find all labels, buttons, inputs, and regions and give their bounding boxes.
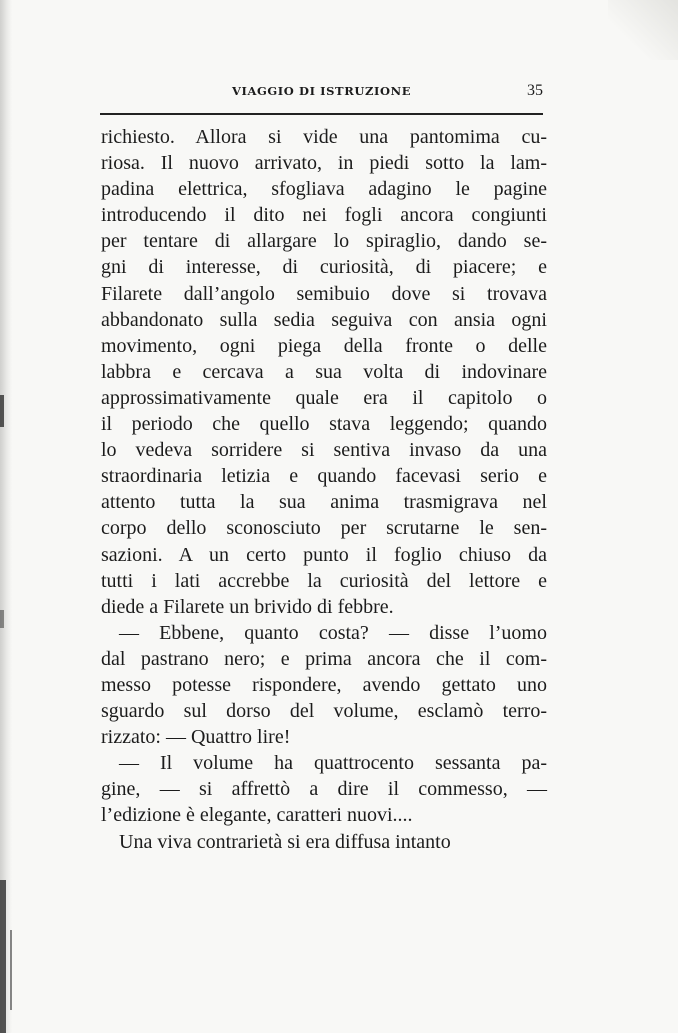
text-line: straordinaria letizia e quando facevasi serio e [101, 465, 547, 488]
text-line: dal pastrano nero; e prima ancora che il com- [101, 647, 547, 670]
text-line: movimento, ogni piega della fronte o delle [101, 334, 547, 357]
text-line: tutti i lati accrebbe la curiosità del lettore e [101, 569, 547, 592]
text-line: riosa. Il nuovo arrivato, in piedi sotto la lam- [101, 152, 547, 175]
text-line: richiesto. Allora si vide una pantomima cu- [101, 126, 547, 148]
scan-edge-mark [10, 930, 12, 1010]
scan-edge-mark [0, 395, 4, 427]
text-line: — Il volume ha quattrocento sessanta pa- [119, 752, 547, 775]
text-line: corpo dello sconosciuto per scrutarne le sen- [101, 517, 547, 540]
text-line: l’edizione è elegante, caratteri nuovi.... [101, 804, 413, 827]
text-line: Una viva contrarietà si era diffusa intanto [119, 830, 451, 853]
text-line: approssimativamente quale era il capitolo o [101, 386, 547, 409]
text-line: introducendo il dito nei fogli ancora congiunti [101, 204, 547, 227]
page-gutter-shadow [0, 0, 12, 1033]
scan-edge-mark [0, 880, 6, 1033]
paper-shading [608, 0, 678, 60]
running-title: VIAGGIO DI ISTRUZIONE [231, 84, 412, 98]
scan-edge-mark [0, 610, 4, 628]
text-line: il periodo che quello stava leggendo; quando [101, 413, 547, 436]
text-line: padina elettrica, sfogliava adagino le pagine [101, 178, 547, 201]
text-line: messo potesse rispondere, avendo gettato uno [101, 673, 547, 696]
text-line: sguardo sul dorso del volume, esclamò terro- [101, 700, 547, 723]
body-text [101, 124, 547, 855]
text-line: per tentare di allargare lo spiraglio, dando se- [101, 230, 547, 253]
text-line: labbra e cercava a sua volta di indovinare [101, 360, 547, 383]
text-line: gine, — si affrettò a dire il commesso, — [101, 778, 547, 801]
text-line: gni di interesse, di curiosità, di piacere; e [101, 256, 547, 279]
text-line: Filarete dall’angolo semibuio dove si trovava [101, 282, 547, 305]
text-line: attento tutta la sua anima trasmigrava nel [101, 491, 547, 514]
text-line: lo vedeva sorridere si sentiva invaso da una [101, 439, 547, 462]
page-number: 35 [527, 82, 543, 99]
text-line: diede a Filarete un brivido di febbre. [101, 595, 394, 618]
header-rule [100, 113, 543, 115]
text-line: abbandonato sulla sedia seguiva con ansia ogni [101, 308, 547, 331]
text-line: — Ebbene, quanto costa? — disse l’uomo [119, 621, 547, 644]
text-line: rizzato: — Quattro lire! [101, 726, 291, 749]
text-line: sazioni. A un certo punto il foglio chiuso da [101, 543, 547, 566]
page-header [100, 84, 543, 106]
